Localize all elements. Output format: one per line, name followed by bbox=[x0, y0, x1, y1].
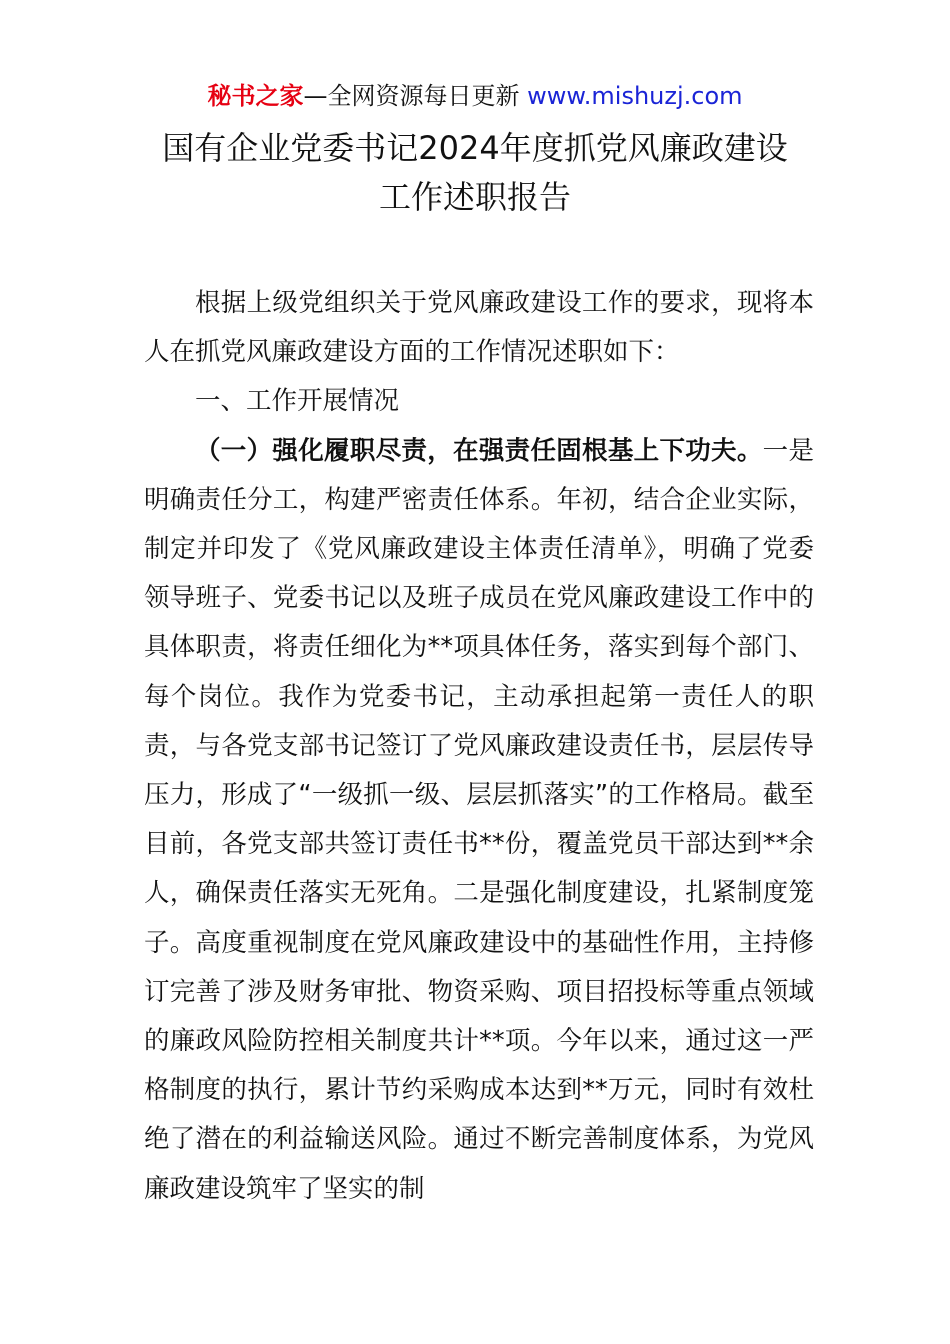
site-banner bbox=[0, 80, 950, 112]
subsection-heading: （一）强化履职尽责，在强责任固根基上下功夫。 bbox=[195, 435, 763, 466]
subsection-paragraph bbox=[144, 427, 814, 1214]
intro-paragraph: 根据上级党组织关于党风廉政建设工作的要求，现将本人在抓党风廉政建设方面的工作情况述职如下： bbox=[144, 288, 814, 368]
brand-name: 秘书之家 bbox=[207, 82, 304, 110]
banner-tagline: —全网资源每日更新 bbox=[303, 82, 528, 110]
document-title-line-1: 国有企业党委书记2024年度抓党风廉政建设 bbox=[162, 129, 788, 167]
site-url-link[interactable]: www.mishuzj.com bbox=[527, 82, 743, 110]
document-title-line-2: 工作述职报告 bbox=[378, 178, 571, 216]
subsection-body: 一是明确责任分工，构建严密责任体系。年初，结合企业实际，制定并印发了《党风廉政建设主体责任清单》，明确了党委领导班子、党委书记以及班子成员在党风廉政建设工作中的具体职责，将责任细化为**项具体任务，落实到每个部门、每个岗位。我作为党委书记，主动承担起第一责任人的职责，与各党支部书记签订了党风廉政建设责任书，层层传导压力，形成了“一级抓一级、层层抓落实”的工作格局。截至目前，各党支部共签订责任书**份，覆盖党员干部达到**余人，确保责任落实无死角。二是强化制度建设，扎紧制度笼子。高度重视制度在党风廉政建设中的基础性作用，主持修订完善了涉及财务审批、物资采购、项目招投标等重点领域的廉政风险防控相关制度共计**项。今年以来，通过这一严格制度的执行，累计节约采购成本达到**万元，同时有效杜绝了潜在的利益输送风险。通过不断完善制度体系，为党风廉政建设筑牢了坚实的制 bbox=[144, 435, 814, 1204]
document-body bbox=[144, 279, 814, 1214]
section-heading: 一、工作开展情况 bbox=[195, 386, 400, 417]
